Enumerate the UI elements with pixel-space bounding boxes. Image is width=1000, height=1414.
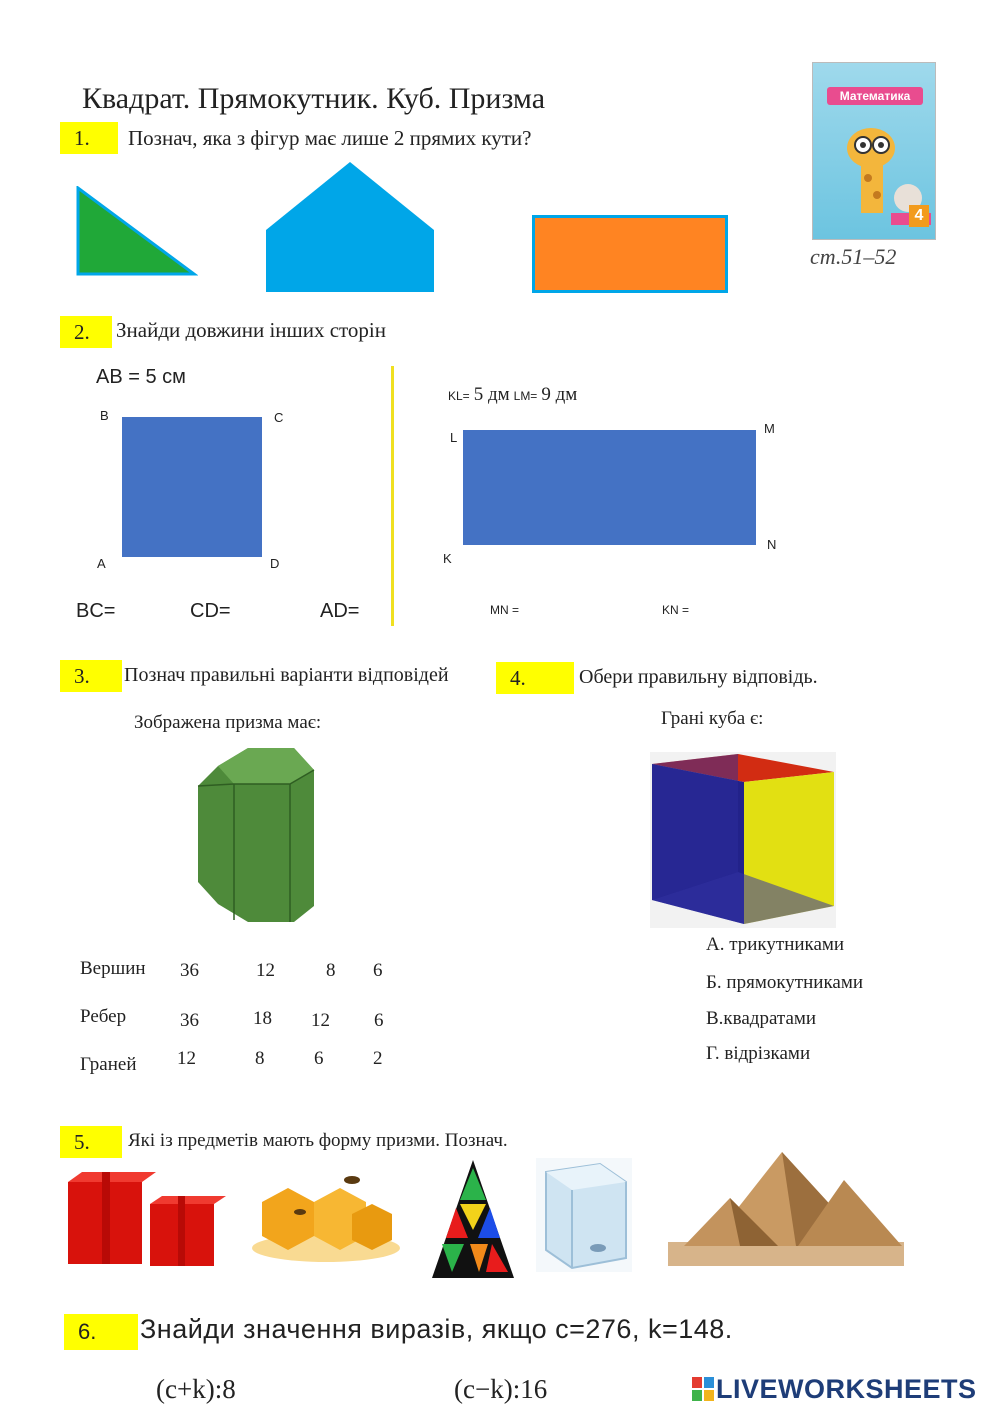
edges-opt-4[interactable]: 6	[374, 1010, 384, 1031]
kl-label: KL=	[448, 389, 470, 403]
option-g[interactable]: Г. відрізками	[706, 1043, 811, 1064]
vertices-opt-4[interactable]: 6	[373, 960, 383, 981]
liveworksheets-watermark: LIVEWORKSHEETS	[716, 1374, 977, 1404]
answer-ad[interactable]: AD=	[320, 600, 360, 622]
edges-opt-2[interactable]: 18	[253, 1008, 272, 1029]
task6-number: 6.	[64, 1314, 138, 1350]
option-v[interactable]: В.квадратами	[706, 1008, 817, 1029]
task3-text: Познач правильні варіанти відповідей	[124, 664, 449, 686]
expression-2: (c−k):16	[454, 1374, 548, 1404]
task3-number: 3.	[60, 660, 122, 692]
edges-opt-3[interactable]: 12	[311, 1010, 330, 1031]
option-b[interactable]: Б. прямокутниками	[706, 972, 864, 993]
vertex-k: K	[443, 551, 452, 566]
answer-kn[interactable]: KN =	[662, 603, 690, 617]
vertex-d: D	[270, 556, 280, 571]
page-title: Квадрат. Прямокутник. Куб. Призма	[82, 82, 546, 115]
task4-subtitle: Грані куба є:	[661, 708, 764, 729]
faces-opt-4[interactable]: 2	[373, 1048, 383, 1069]
liveworksheets-logo-icon	[692, 1377, 714, 1401]
pages-note: ст.51–52	[810, 244, 897, 269]
yellow-divider	[391, 366, 394, 626]
cyan-pentagon[interactable]	[264, 160, 438, 294]
book-cover-title: Математика	[827, 87, 923, 105]
book-grade: 4	[909, 205, 929, 227]
vertex-c: C	[274, 410, 284, 425]
pyramid-puzzle-image[interactable]	[430, 1158, 516, 1284]
rectangle-shape	[463, 430, 756, 545]
faces-opt-2[interactable]: 8	[255, 1048, 265, 1069]
answer-cd[interactable]: CD=	[190, 600, 231, 622]
task1-number: 1.	[60, 122, 118, 154]
ice-cube-image[interactable]	[536, 1158, 632, 1272]
vertices-opt-2[interactable]: 12	[256, 960, 275, 981]
vertex-n: N	[767, 537, 777, 552]
task6-text: Знайди значення виразів, якщо c=276, k=148.	[140, 1314, 733, 1344]
hexagonal-prism-image	[196, 746, 320, 926]
task2-number: 2.	[60, 316, 112, 348]
expression-1: (c+k):8	[156, 1374, 236, 1404]
square-given: AB = 5 см	[96, 366, 186, 388]
row-label-vertices: Вершин	[80, 958, 146, 979]
orange-rectangle[interactable]	[532, 215, 728, 293]
gift-boxes-image[interactable]	[62, 1160, 230, 1270]
vertex-b: B	[100, 408, 109, 423]
vertex-m: M	[764, 421, 775, 436]
option-a[interactable]: А. трикутниками	[706, 934, 845, 955]
vertices-opt-3[interactable]: 8	[326, 960, 336, 981]
faces-opt-1[interactable]: 12	[177, 1048, 196, 1069]
vertex-l: L	[450, 430, 458, 445]
task4-number: 4.	[496, 662, 574, 694]
vertex-a: A	[97, 556, 106, 571]
answer-mn[interactable]: MN =	[490, 603, 520, 617]
rect-given	[448, 384, 577, 406]
pyramids-image[interactable]	[668, 1146, 904, 1266]
lm-label: LM=	[513, 389, 538, 403]
task5-text: Які із предметів мають форму призми. Познач.	[128, 1130, 508, 1151]
row-label-edges: Ребер	[80, 1006, 127, 1027]
faces-opt-3[interactable]: 6	[314, 1048, 324, 1069]
answer-bc[interactable]: BC=	[76, 600, 116, 622]
row-label-faces: Граней	[80, 1054, 137, 1075]
vertices-opt-1[interactable]: 36	[180, 960, 199, 981]
task2-text: Знайди довжини інших сторін	[116, 318, 386, 342]
lm-value: 9 дм	[541, 384, 578, 405]
square-shape	[122, 417, 262, 557]
cube-image	[650, 752, 836, 928]
kl-value: 5 дм	[473, 384, 510, 405]
edges-opt-1[interactable]: 36	[180, 1010, 199, 1031]
task4-text: Обери правильну відповідь.	[579, 666, 818, 688]
honeycomb-image[interactable]	[248, 1172, 404, 1264]
green-triangle[interactable]	[76, 186, 198, 278]
task1-text: Познач, яка з фігур має лише 2 прямих кути?	[128, 126, 532, 150]
book-cover	[812, 62, 936, 240]
task3-subtitle: Зображена призма має:	[134, 712, 322, 733]
task5-number: 5.	[60, 1126, 122, 1158]
